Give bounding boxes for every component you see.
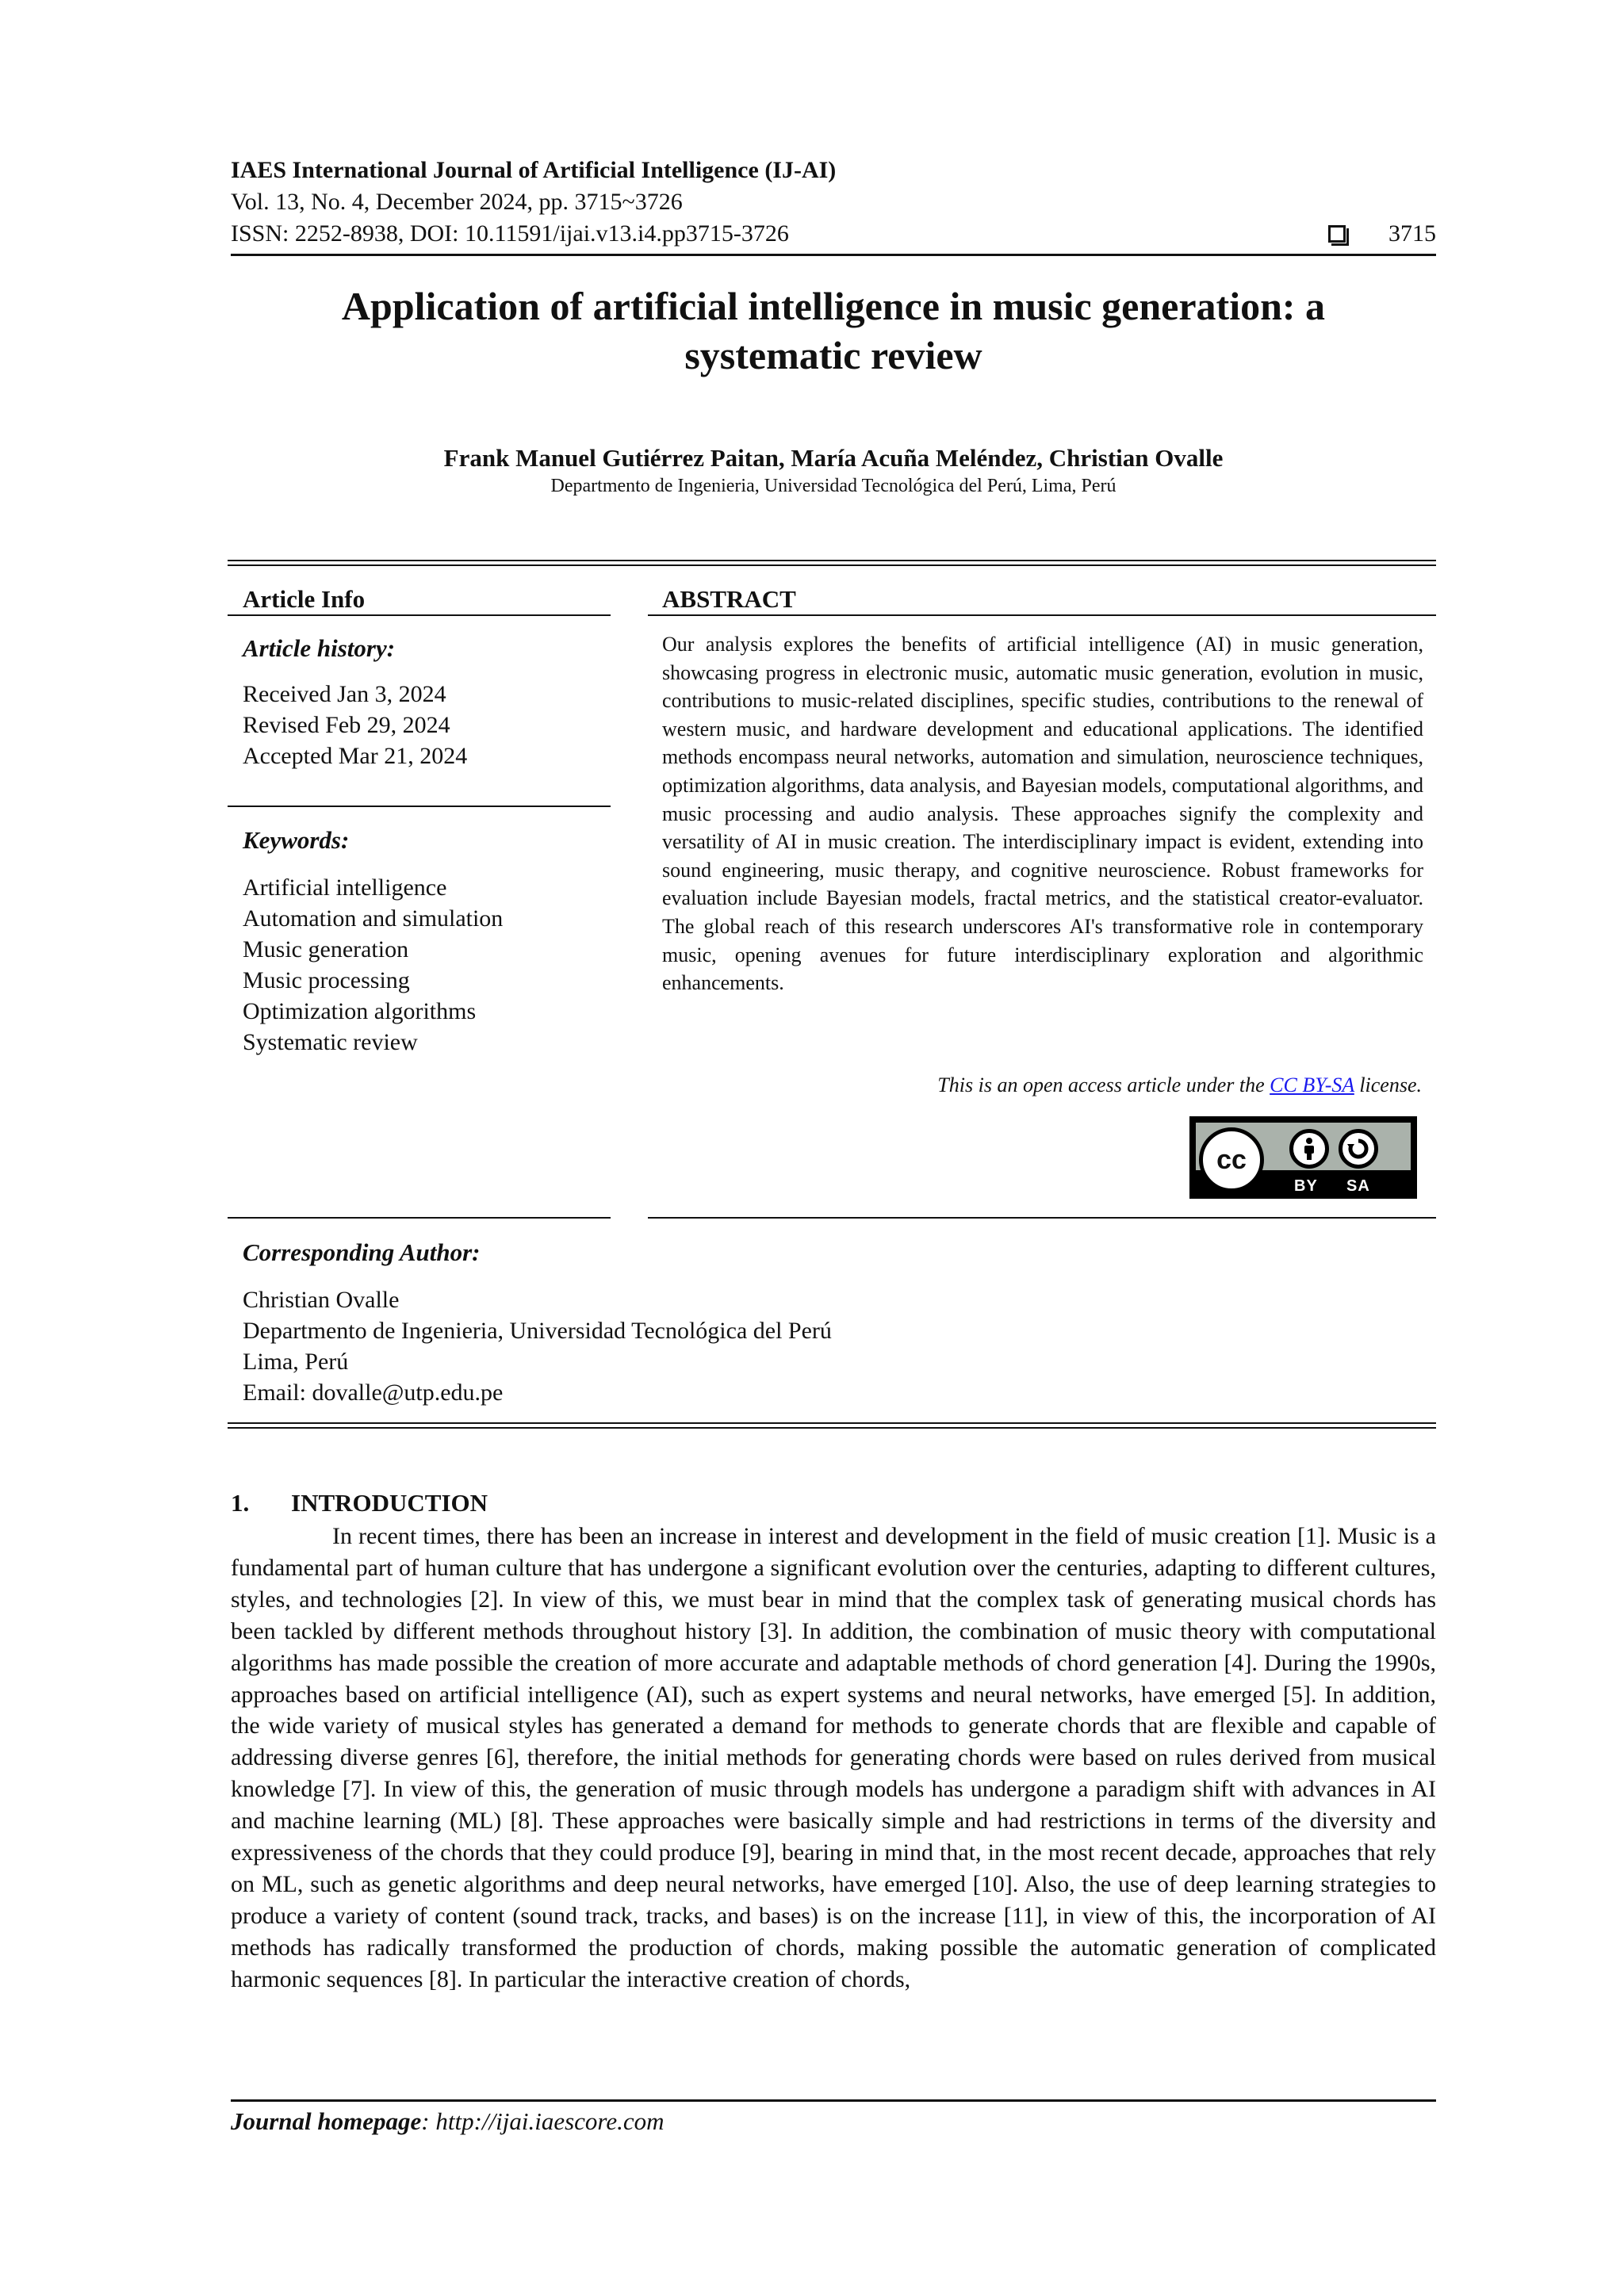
history-revised: Revised Feb 29, 2024 <box>243 712 450 738</box>
homepage-url[interactable]: : http://ijai.iaescore.com <box>421 2107 665 2135</box>
abstract-text: Our analysis explores the benefits of artificial intelligence (AI) in music generation, showcasing progress in electronic music, automatic music generation, evolution in music, contributions to music-related disciplines, specific studies, contributions to the renewal of western music, and hardware development and educational applications. The identified methods encompass neural networks, automation and simulation, neuroscience techniques, optimization algorithms, data analysis, and Bayesian models, computational algorithms, and music processing and audio analysis. These approaches signify the complexity and versatility of AI in music creation. The interdisciplinary impact is evident, extending into sound engineering, music therapy, and cognitive neuroscience. Robust frameworks for evaluation include Bayesian models, fractal metrics, and the statistical creator-evaluator. The global reach of this research underscores AI's transformative role in contemporary music, opening avenues for future interdisciplinary exploration and algorithmic enhancements. <box>662 633 1423 995</box>
page-number: 3715 <box>1388 220 1436 247</box>
abstract-heading: ABSTRACT <box>662 585 796 613</box>
page-number-group <box>1328 219 1436 249</box>
homepage-label: Journal homepage <box>231 2107 422 2135</box>
corresponding-department: Departmento de Ingenieria, Universidad Tecnológica del Perú <box>243 1318 832 1344</box>
oa-prefix: This is an open access article under the <box>937 1073 1270 1096</box>
section-title: INTRODUCTION <box>291 1489 488 1517</box>
info-top-rule-1 <box>228 560 1436 561</box>
corresponding-author-label: Corresponding Author: <box>243 1238 481 1266</box>
info-bottom-rule-1 <box>228 1422 1436 1424</box>
cc-logo-icon: cc <box>1199 1127 1264 1192</box>
info-top-rule-2 <box>228 564 1436 566</box>
corresponding-author-details <box>243 1284 832 1408</box>
footer-rule <box>231 2099 1436 2102</box>
affiliation: Departmento de Ingenieria, Universidad Tecnológica del Perú, Lima, Perú <box>550 476 1116 496</box>
article-info-rule <box>228 614 611 616</box>
abstract-bottom-rule <box>648 1217 1436 1219</box>
header-rule <box>231 254 1436 256</box>
history-received: Received Jan 3, 2024 <box>243 681 446 707</box>
keyword-item: Music generation <box>243 936 409 962</box>
square-bullet-icon <box>1328 225 1346 243</box>
keywords-rule <box>228 806 611 807</box>
attribution-person-icon <box>1289 1129 1329 1169</box>
info-bottom-rule-2 <box>228 1427 1436 1429</box>
badge-sa-label: SA <box>1346 1177 1370 1195</box>
introduction-paragraph: In recent times, there has been an increase in interest and development in the field of music creation [1]. Music is a fundamental part of human culture that has undergone a significant evolution over the centuries, adapting to different cultures, styles, and technologies [2]. In view of this, we must bear in mind that the complex task of generating musical chords has been tackled by different methods throughout history [3]. In addition, the combination of music theory with computational algorithms has made possible the creation of more accurate and adaptable methods of chord generation [4]. During the 1990s, approaches based on artificial intelligence (AI), such as expert systems and neural networks, have emerged [5]. In addition, the wide variety of musical styles has generated a demand for methods to generate chords that are flexible and capable of addressing diverse genres [6], therefore, the initial methods for generating chords were based on rules derived from musical knowledge [7]. In view of this, the generation of music through models has undergone a paradigm shift with advances in AI and machine learning (ML) [8]. These approaches were basically simple and had restrictions in terms of the diversity and expressiveness of the chords that they could produce [9], bearing in mind that, in the most recent decade, approaches that rely on ML, such as genetic algorithms and deep neural networks, have emerged [10]. Also, the use of deep learning strategies to produce a variety of content (sound track, tracks, and bases) is on the increase [11], in view of this, the incorporation of AI methods has radically transformed the production of chords, making possible the automatic generation of complicated harmonic sequences [8]. In particular the interactive creation of chords, <box>231 1523 1436 1992</box>
keyword-item: Optimization algorithms <box>243 998 477 1024</box>
paper-title <box>231 281 1436 380</box>
header-issn-row <box>231 219 1436 249</box>
corresponding-city: Lima, Perú <box>243 1349 349 1375</box>
journal-homepage <box>231 2107 664 2136</box>
badge-by-label: BY <box>1294 1177 1318 1195</box>
paper-title-line2: systematic review <box>684 333 982 377</box>
author-list: Frank Manuel Gutiérrez Paitan, María Acuña Meléndez, Christian Ovalle <box>443 444 1224 472</box>
keyword-item: Music processing <box>243 967 410 993</box>
abstract-rule <box>648 614 1436 616</box>
article-history-list <box>243 679 467 771</box>
keywords-label: Keywords: <box>243 826 350 854</box>
keyword-item: Automation and simulation <box>243 905 504 932</box>
corresponding-email: Email: dovalle@utp.edu.pe <box>243 1380 504 1406</box>
keyword-item: Systematic review <box>243 1029 418 1055</box>
section-heading-introduction <box>231 1489 488 1517</box>
keyword-item: Artificial intelligence <box>243 874 447 901</box>
section-number: 1. <box>231 1489 250 1517</box>
journal-volume: Vol. 13, No. 4, December 2024, pp. 3715~3726 <box>231 189 683 215</box>
journal-name: IAES International Journal of Artificial Intelligence (IJ-AI) <box>231 157 837 183</box>
cc-by-sa-badge[interactable] <box>1189 1116 1417 1199</box>
keywords-list <box>243 872 503 1058</box>
share-alike-icon <box>1339 1129 1378 1169</box>
article-info-bottom-rule <box>228 1217 611 1219</box>
corresponding-name: Christian Ovalle <box>243 1287 400 1313</box>
history-accepted: Accepted Mar 21, 2024 <box>243 743 468 769</box>
oa-suffix: license. <box>1354 1073 1422 1096</box>
paper-title-line1: Application of artificial intelligence in music generation: a <box>341 284 1326 328</box>
cc-by-sa-link[interactable]: CC BY-SA <box>1270 1073 1354 1096</box>
article-history-label: Article history: <box>243 634 396 662</box>
article-info-heading: Article Info <box>243 585 366 613</box>
journal-issn: ISSN: 2252-8938, DOI: 10.11591/ijai.v13.i4.pp3715-3726 <box>231 220 789 247</box>
open-access-note <box>937 1073 1422 1097</box>
